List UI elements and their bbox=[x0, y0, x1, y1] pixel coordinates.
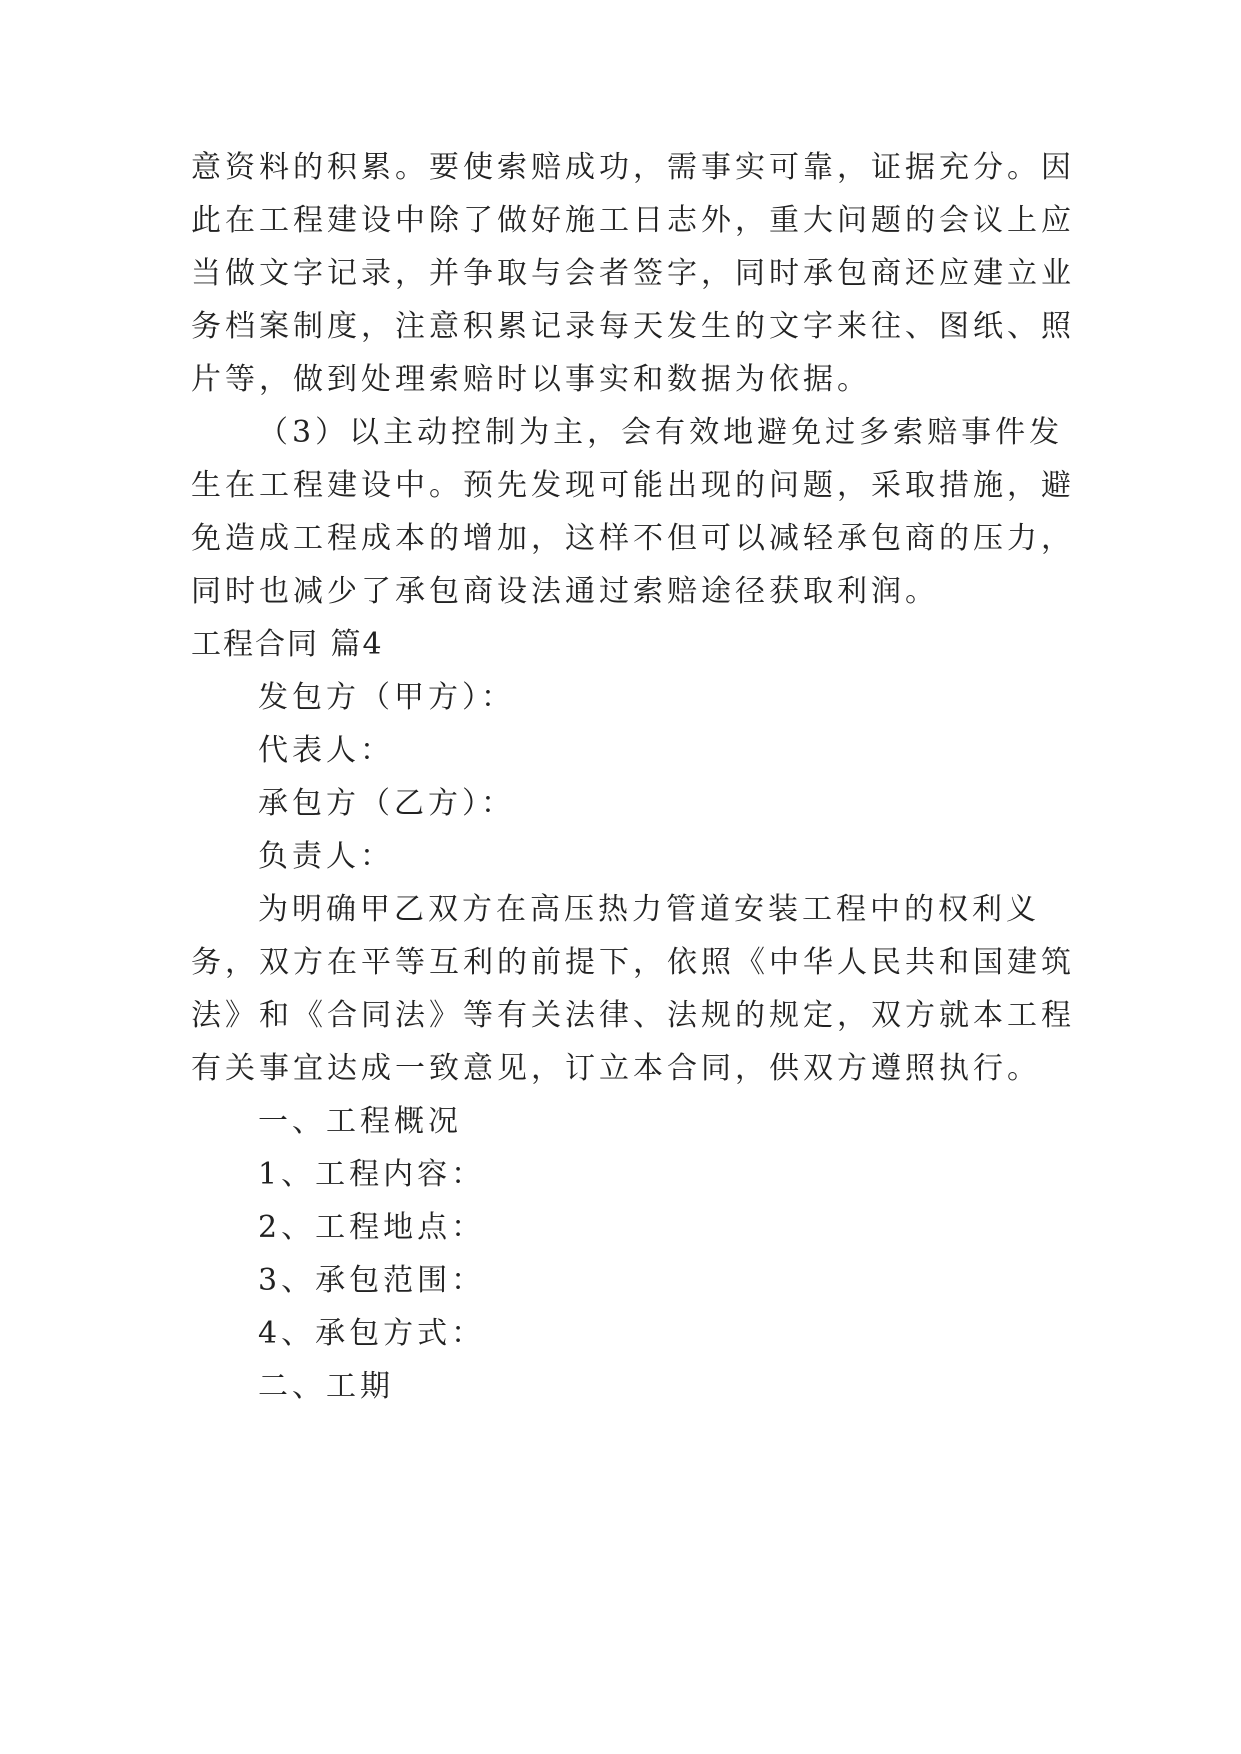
section-one-item-3: 3、承包范围： bbox=[258, 1263, 486, 1298]
point3-line-3: 免造成工程成本的增加，这样不但可以减轻承包商的压力， bbox=[191, 521, 1075, 556]
preamble-line-1: 为明确甲乙双方在高压热力管道安装工程中的权利义 bbox=[258, 892, 1040, 927]
contractor-rep-label: 负责人： bbox=[258, 839, 394, 874]
section-two-title: 二、工期 bbox=[258, 1369, 394, 1404]
point3-line-4: 同时也减少了承包商设法通过索赔途径获取利润。 bbox=[191, 574, 939, 609]
employer-label: 发包方（甲方）： bbox=[258, 680, 515, 715]
intro-line-1: 意资料的积累。要使索赔成功，需事实可靠，证据充分。因 bbox=[191, 150, 1075, 185]
preamble-line-2: 务，双方在平等互利的前提下，依照《中华人民共和国建筑 bbox=[191, 945, 1075, 980]
point3-line-2: 生在工程建设中。预先发现可能出现的问题，采取措施，避 bbox=[191, 468, 1075, 503]
preamble-line-3: 法》和《合同法》等有关法律、法规的规定，双方就本工程 bbox=[191, 998, 1075, 1033]
intro-line-5: 片等，做到处理索赔时以事实和数据为依据。 bbox=[191, 362, 871, 397]
contractor-label: 承包方（乙方）： bbox=[258, 786, 515, 821]
section-one-item-4: 4、承包方式： bbox=[258, 1316, 486, 1351]
employer-rep-label: 代表人： bbox=[258, 733, 394, 768]
section-one-title: 一、工程概况 bbox=[258, 1104, 462, 1139]
intro-line-4: 务档案制度，注意积累记录每天发生的文字来往、图纸、照 bbox=[191, 309, 1075, 344]
intro-line-3: 当做文字记录，并争取与会者签字，同时承包商还应建立业 bbox=[191, 256, 1075, 291]
section-one-item-1: 1、工程内容： bbox=[258, 1157, 486, 1192]
section-one-item-2: 2、工程地点： bbox=[258, 1210, 486, 1245]
intro-line-2: 此在工程建设中除了做好施工日志外，重大问题的会议上应 bbox=[191, 203, 1075, 238]
preamble-line-4: 有关事宜达成一致意见，订立本合同，供双方遵照执行。 bbox=[191, 1051, 1041, 1086]
section-heading: 工程合同 篇4 bbox=[191, 627, 384, 662]
point3-line-1: （3）以主动控制为主，会有效地避免过多索赔事件发 bbox=[258, 415, 1064, 450]
